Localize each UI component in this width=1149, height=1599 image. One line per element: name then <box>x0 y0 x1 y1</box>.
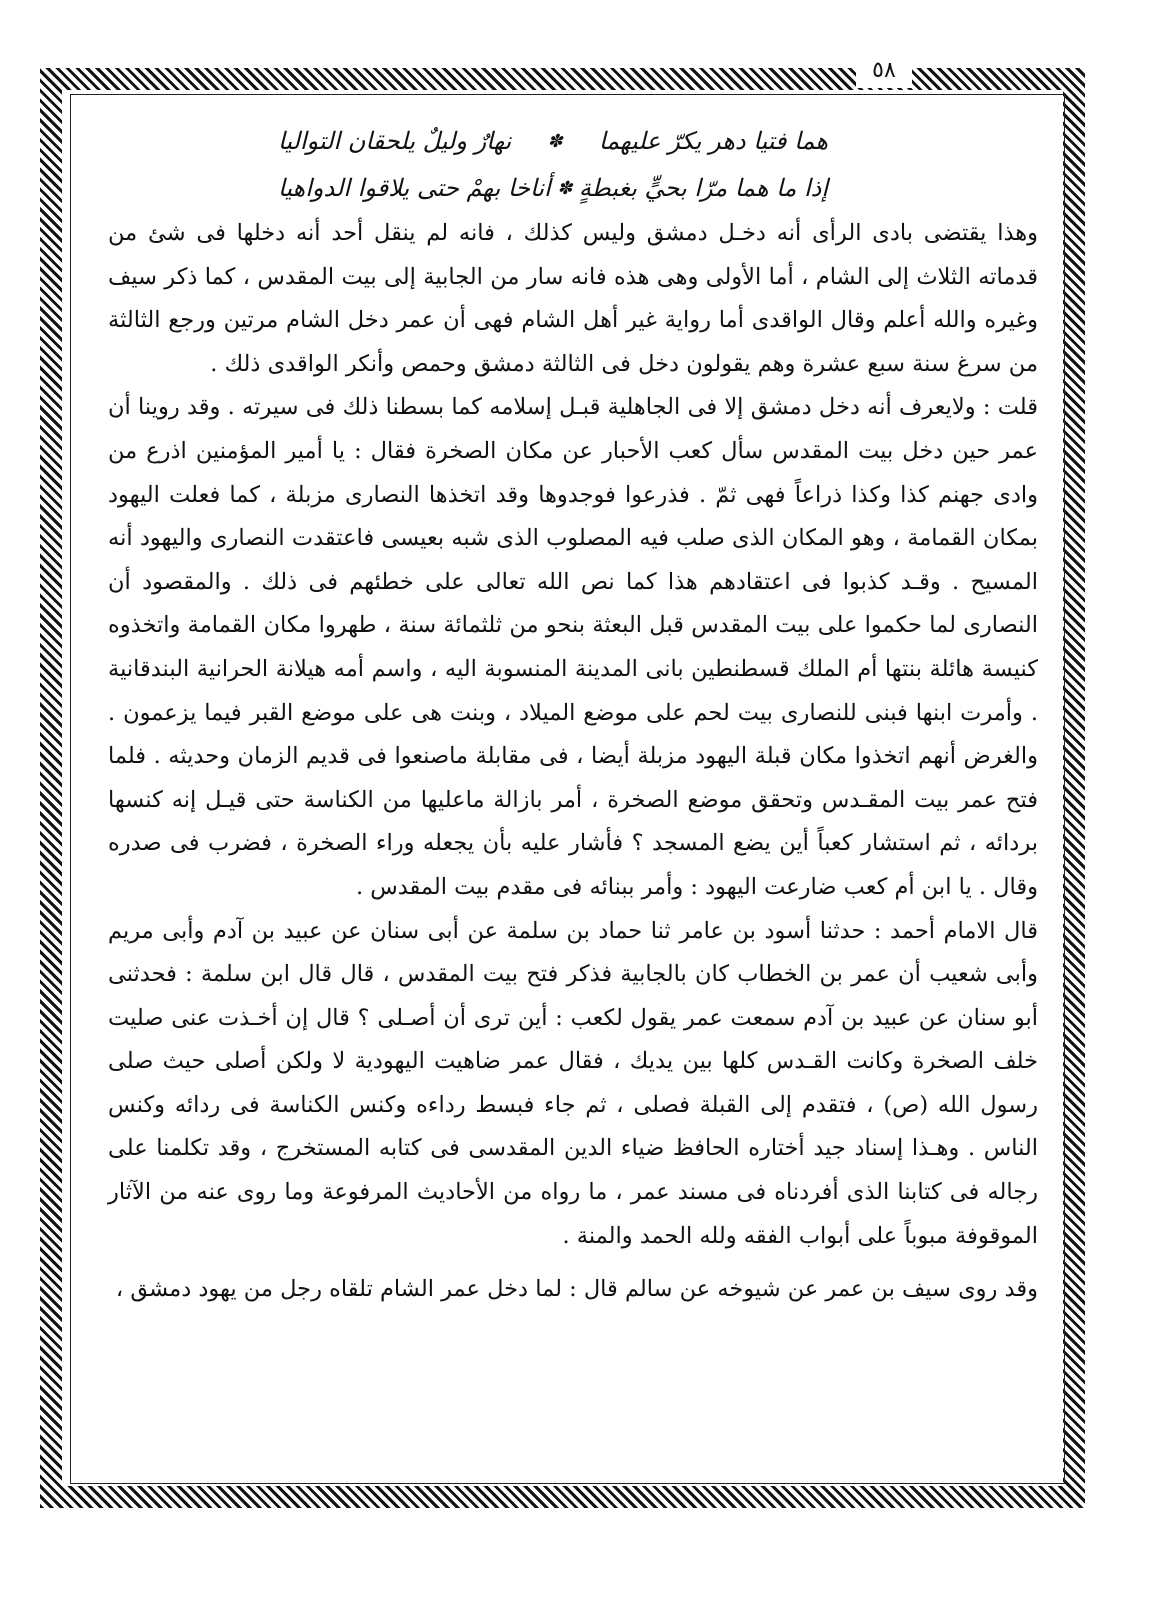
page-text <box>108 118 1038 1458</box>
poem-verse <box>278 118 828 165</box>
verse-second-hemistich: أناخا بهمْ حتى يلاقوا الدواهيا <box>278 173 551 202</box>
verse-first-hemistich: هما فتيا دهر يكرّ عليهما <box>598 126 828 155</box>
verse-separator-icon: ✽ <box>557 177 573 199</box>
paragraph: وقد روى سيف بن عمر عن شيوخه عن سالم قال : لما دخل عمر الشام تلقاه رجل من يهود دمشق ، <box>115 1276 1038 1303</box>
verse-second-hemistich: نهارٌ وليلٌ يلحقان التواليا <box>278 126 512 155</box>
poem <box>278 118 828 212</box>
paragraph: قلت : ولايعرف أنه دخل دمشق إلا فى الجاهلية قبـل إسلامه كما بسطنا ذلك فى سيرته . وقد روينا أن عمر حين دخل بيت المقدس سأل كعب الأحبار عن مكان الصخرة فقال : يا أمير المؤمنين اذرع من وادى جهنم كذا وكذا ذراعاً فهى ثمّ . فذرعوا فوجدوها وقد اتخذها النصارى مزبلة ، كما فعلت اليهود بمكان القمامة ، وهو المكان الذى صلب فيه المصلوب الذى شبه بعيسى فاعتقدت النصارى واليهود أنه المسيح . وقـد كذبوا فى اعتقادهم هذا كما نص الله تعالى على خطئهم فى ذلك . والمقصود أن النصارى لما حكموا على بيت المقدس قبل البعثة بنحو من ثلثمائة سنة ، طهروا مكان القمامة واتخذوه كنيسة هائلة بنتها أم الملك قسطنطين بانى المدينة المنسوبة اليه ، واسم أمه هيلانة الحرانية البندقانية . وأمرت ابنها فبنى للنصارى بيت لحم على موضع الميلاد ، وبنت هى على موضع القبر فيما يزعمون . والغرض أنهم اتخذوا مكان قبلة اليهود مزبلة أيضا ، فى مقابلة ماصنعوا فى قديم الزمان وحديثه . فلما فتح عمر بيت المقـدس وتحقق موضع الصخرة ، أمر بازالة ماعليها من الكناسة حتى قيـل إنه كنسها بردائه ، ثم استشار كعباً أين يضع المسجد ؟ فأشار عليه بأن يجعله وراء الصخرة ، فضرب فى صدره وقال . يا ابن أم كعب ضارعت اليهود : وأمر ببنائه فى مقدم بيت المقدس . <box>108 394 1038 900</box>
verse-separator-icon: ✽ <box>547 130 563 152</box>
poem-verse <box>278 165 828 212</box>
paragraph: قال الامام أحمد : حدثنا أسود بن عامر ثنا حماد بن سلمة عن أبى سنان عن عبيد بن آدم وأبى مريم وأبى شعيب أن عمر بن الخطاب كان بالجابية فذكر فتح بيت المقدس ، قال قال ابن سلمة : فحدثنى أبو سنان عن عبيد بن آدم سمعت عمر يقول لكعب : أين ترى أن أصـلى ؟ قال إن أخـذت عنى صليت خلف الصخرة وكانت القـدس كلها بين يديك ، فقال عمر ضاهيت اليهودية لا ولكن أصلى حيث صلى رسول الله (ص) ، فتقدم إلى القبلة فصلى ، ثم جاء فبسط رداءه وكنس الكناسة فى ردائه وكنس الناس . وهـذا إسناد جيد أختاره الحافظ ضياء الدين المقدسى فى كتابه المستخرج ، وقد تكلمنا على رجاله فى كتابنا الذى أفردناه فى مسند عمر ، ما رواه من الأحاديث المرفوعة وما روى عنه من الآثار الموقوفة مبوباً على أبواب الفقه ولله الحمد والمنة . <box>108 917 1038 1249</box>
verse-first-hemistich: إذا ما هما مرّا بحيٍّ بغبطةٍ <box>578 173 828 202</box>
paragraph: وهذا يقتضى بادى الرأى أنه دخـل دمشق وليس كذلك ، فانه لم ينقل أحد أنه دخلها فى شئ من قدماته الثلاث إلى الشام ، أما الأولى وهى هذه فانه سار من الجابية إلى بيت المقدس ، كما ذكر سيف وغيره والله أعلم وقال الواقدى أما رواية غير أهل الشام فهى أن عمر دخل الشام مرتين ورجع الثالثة من سرغ سنة سبع عشرة وهم يقولون دخل فى الثالثة دمشق وحمص وأنكر الواقدى ذلك . <box>108 220 1038 377</box>
page-number: ٥٨ <box>856 58 912 88</box>
